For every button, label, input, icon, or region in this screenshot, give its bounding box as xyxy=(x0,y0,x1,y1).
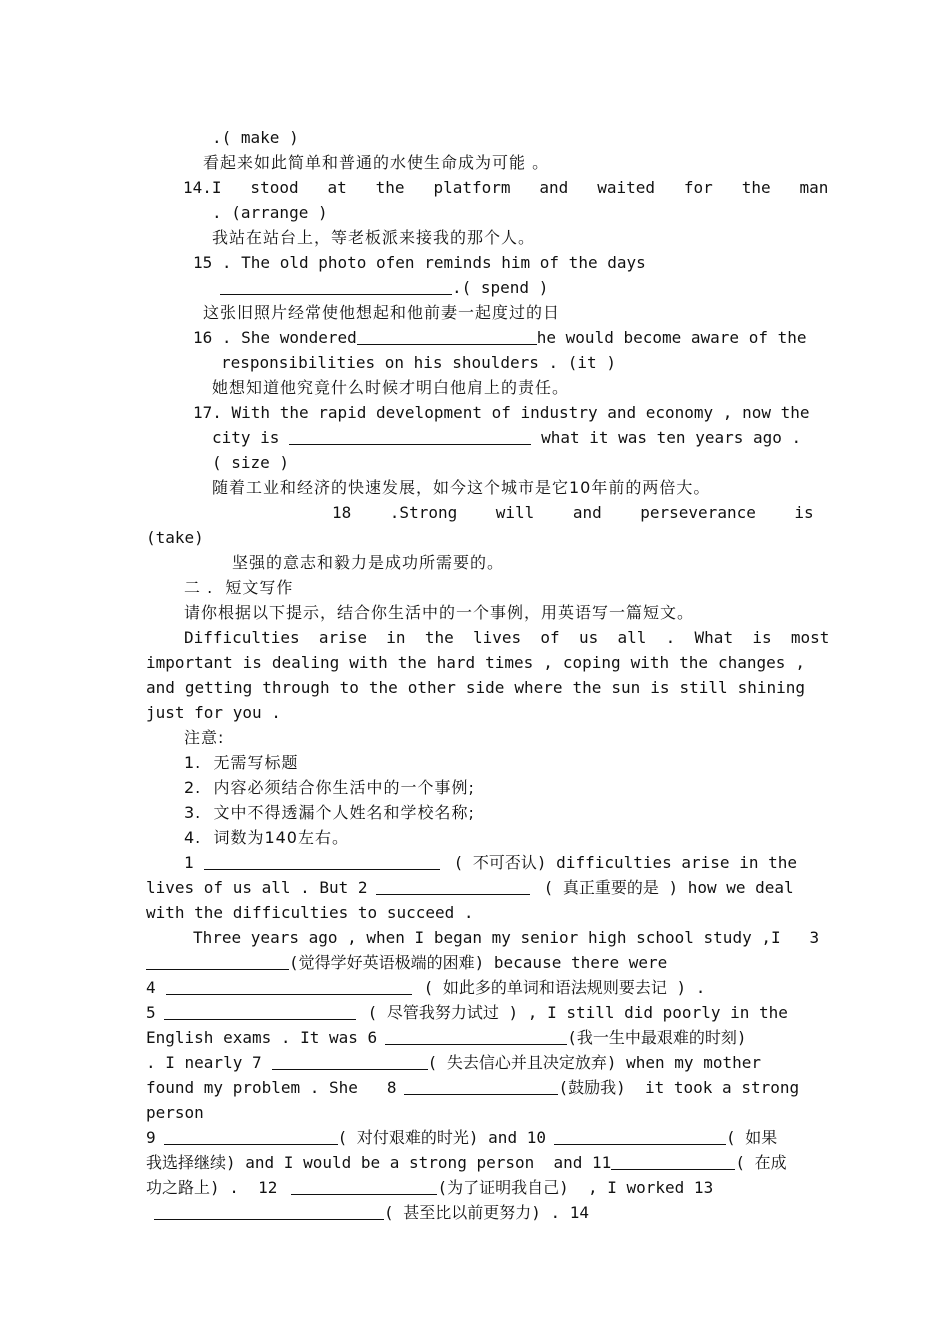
blank-4[interactable] xyxy=(166,978,412,995)
blank-10[interactable] xyxy=(554,1128,726,1145)
blank-13[interactable] xyxy=(154,1203,384,1220)
prompt-line-1: Difficulties arise in the lives of us all . What is most xyxy=(184,628,830,647)
essay-line-5: (觉得学好英语极端的困难) because there were xyxy=(146,953,667,973)
essay-line-2: lives of us all . But 2 ( 真正重要的是 ) how we deal xyxy=(146,878,794,897)
essay-line-7: 5 ( 尽管我努力试过 ) , I still did poorly in the xyxy=(146,1003,788,1022)
essay-line-15: ( 甚至比以前更努力) . 14 xyxy=(146,1203,589,1223)
blank-6[interactable] xyxy=(385,1028,567,1045)
line-item-17: 17. With the rapid development of industry and economy , now the xyxy=(193,403,810,422)
essay-line-1: 1 ( 不可否认) difficulties arise in the xyxy=(184,853,797,872)
essay-line-11: person xyxy=(146,1103,204,1122)
essay-line-3: with the difficulties to succeed . xyxy=(146,903,474,922)
note-4: 4. 词数为140左右。 xyxy=(184,828,349,847)
line-size: ( size ) xyxy=(212,453,290,472)
essay-line-4: Three years ago , when I began my senior high school study ,I 3 xyxy=(193,928,820,947)
line-translation-15: 这张旧照片经常使他想起和他前妻一起度过的日 xyxy=(203,303,561,322)
line-item-15: 15 . The old photo ofen reminds him of the days xyxy=(193,253,646,272)
line-make: .( make ) xyxy=(212,128,299,147)
blank-9[interactable] xyxy=(164,1128,338,1145)
blank-15[interactable] xyxy=(220,278,452,295)
line-translation-18: 坚强的意志和毅力是成功所需要的。 xyxy=(232,553,505,572)
note-1: 1. 无需写标题 xyxy=(184,753,299,772)
line-spend: .( spend ) xyxy=(220,278,548,298)
blank-17[interactable] xyxy=(289,428,531,445)
blank-3[interactable] xyxy=(146,953,289,970)
line-translation-13: 看起来如此简单和普通的水使生命成为可能 。 xyxy=(203,153,550,172)
blank-7[interactable] xyxy=(272,1053,428,1070)
essay-line-14: 功之路上) . 12 (为了证明我自己) , I worked 13 xyxy=(146,1178,714,1197)
essay-line-8: English exams . It was 6 (我一生中最艰难的时刻) xyxy=(146,1028,747,1047)
blank-2[interactable] xyxy=(376,878,530,895)
note-2: 2. 内容必须结合你生活中的一个事例; xyxy=(184,778,475,797)
note-3: 3. 文中不得透漏个人姓名和学校名称; xyxy=(184,803,475,822)
blank-8[interactable] xyxy=(404,1078,558,1095)
line-item-16: 16 . She wondered he would become aware of the xyxy=(193,328,807,347)
section-title: 二 . 短文写作 xyxy=(184,578,294,597)
blank-5[interactable] xyxy=(164,1003,356,1020)
essay-line-6: 4 ( 如此多的单词和语法规则要去记 ) . xyxy=(146,978,706,997)
instruction: 请你根据以下提示，结合你生活中的一个事例，用英语写一篇短文。 xyxy=(184,603,695,622)
line-it: responsibilities on his shoulders . (it ) xyxy=(221,353,616,372)
essay-line-12: 9 ( 对付艰难的时光) and 10 ( 如果 xyxy=(146,1128,778,1147)
prompt-line-4: just for you . xyxy=(146,703,281,722)
prompt-line-3: and getting through to the other side where the sun is still shining xyxy=(146,678,805,697)
essay-line-9: . I nearly 7 ( 失去信心并且决定放弃) when my mother xyxy=(146,1053,761,1072)
essay-line-13: 我选择继续) and I would be a strong person and 11 ( 在成 xyxy=(146,1153,787,1172)
essay-line-10: found my problem . She 8 (鼓励我) it took a strong xyxy=(146,1078,800,1097)
line-item-14: 14.I stood at the platform and waited for the man xyxy=(183,178,829,197)
prompt-line-2: important is dealing with the hard times , coping with the changes , xyxy=(146,653,805,672)
line-take: (take) xyxy=(146,528,204,547)
notes-heading: 注意: xyxy=(184,728,225,747)
blank-1[interactable] xyxy=(204,853,440,870)
line-translation-16: 她想知道他究竟什么时候才明白他肩上的责任。 xyxy=(212,378,570,397)
line-translation-17: 随着工业和经济的快速发展，如今这个城市是它10年前的两倍大。 xyxy=(212,478,711,497)
line-translation-14: 我站在站台上，等老板派来接我的那个人。 xyxy=(212,228,536,247)
line-item-18: 18 .Strong will and perseverance is xyxy=(332,503,814,522)
line-arrange: . (arrange ) xyxy=(212,203,328,222)
blank-11[interactable] xyxy=(611,1153,735,1170)
line-city: city is what it was ten years ago . xyxy=(212,428,802,447)
blank-16[interactable] xyxy=(357,328,537,345)
blank-12[interactable] xyxy=(291,1178,437,1195)
